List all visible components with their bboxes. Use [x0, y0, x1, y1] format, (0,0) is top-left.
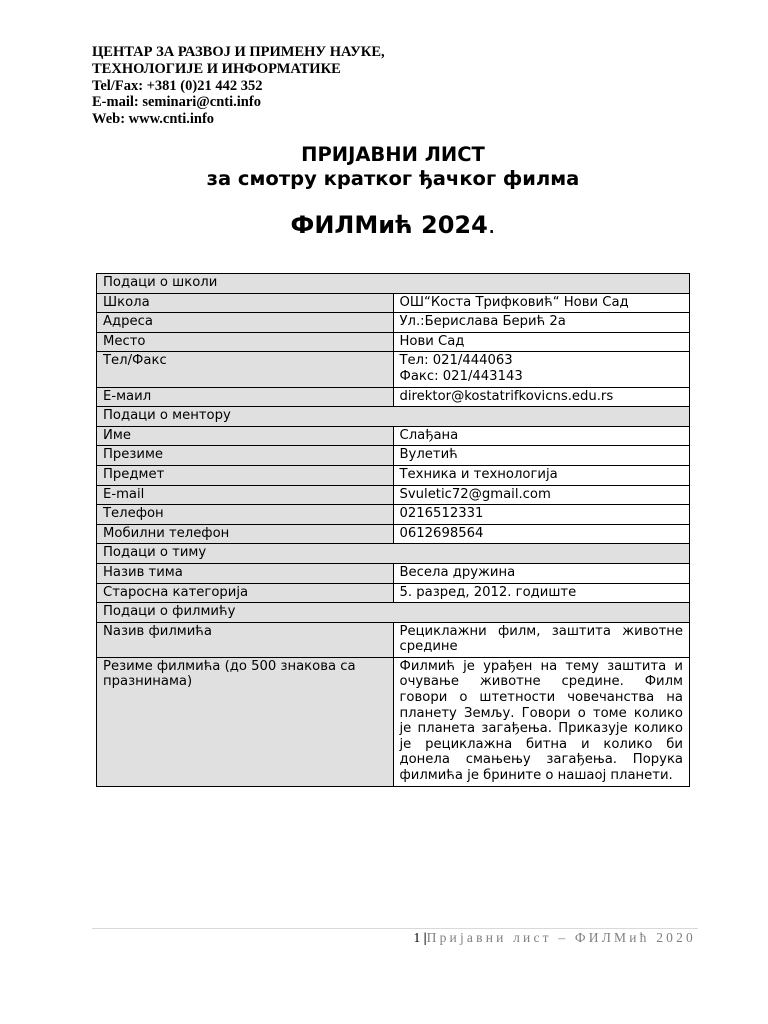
field-label: Место	[97, 332, 394, 352]
film-summary-value: Филмић је урађен на тему заштита и очување животне средине. Филм говори о штетности човечанства на планету Земљу. Говори о томе колико је планета загађења. Приказује колико је рециклажна битна и колико би донела смањењу загађења. Порука филмића је брините о нашаој планети.	[393, 657, 690, 786]
field-label: Назив тима	[97, 563, 394, 583]
page-footer	[414, 930, 696, 946]
team-category-value: 5. разред, 2012. годиште	[393, 583, 690, 603]
table-row	[97, 446, 690, 466]
field-label: Телефон	[97, 505, 394, 525]
institution-web: Web: www.cnti.info	[92, 111, 215, 128]
school-fax-value: Факс: 021/443143	[399, 368, 523, 384]
section-heading: Подаци о школи	[97, 274, 690, 294]
table-row	[97, 622, 690, 657]
section-heading: Подаци о тиму	[97, 544, 690, 564]
footer-divider	[92, 928, 698, 929]
document-subtitle: за смотру кратког ђачког филма	[206, 167, 580, 190]
school-email-value: direktor@kostatrifkovicns.edu.rs	[393, 387, 690, 407]
mentor-email-value: Svuletic72@gmail.com	[393, 485, 690, 505]
section-row-mentor	[97, 407, 690, 427]
document-title: ПРИЈАВНИ ЛИСТ	[301, 143, 485, 166]
field-label: Адреса	[97, 313, 394, 333]
field-label: E-mail	[97, 485, 394, 505]
section-row-school	[97, 274, 690, 294]
school-telfax-value	[393, 352, 690, 387]
table-row	[97, 563, 690, 583]
table-row	[97, 387, 690, 407]
table-row	[97, 524, 690, 544]
section-heading: Подаци о ментору	[97, 407, 690, 427]
table-row	[97, 352, 690, 387]
footer-text: Пријавни лист – ФИЛМић 2020	[426, 930, 696, 945]
footer-separator: |	[423, 930, 427, 945]
table-row	[97, 293, 690, 313]
table-row	[97, 332, 690, 352]
table-row	[97, 313, 690, 333]
table-row	[97, 465, 690, 485]
mentor-mobile-value: 0612698564	[393, 524, 690, 544]
mentor-last-name-value: Вулетић	[393, 446, 690, 466]
mentor-subject-value: Техника и технологија	[393, 465, 690, 485]
table-row	[97, 485, 690, 505]
table-row	[97, 505, 690, 525]
field-label: Резиме филмића (до 500 знакова са празнинама)	[97, 657, 394, 786]
school-tel-value: Тел: 021/444063	[399, 353, 513, 369]
institution-name-line2: ТЕХНОЛОГИЈЕ И ИНФОРМАТИКЕ	[92, 60, 341, 77]
field-label: Предмет	[97, 465, 394, 485]
mentor-phone-value: 0216512331	[393, 505, 690, 525]
institution-phone: Tel/Fax: +381 (0)21 442 352	[92, 77, 263, 94]
event-name: ФИЛМић 2024	[290, 211, 488, 239]
institution-name-line1: ЦЕНТАР ЗА РАЗВОЈ И ПРИМЕНУ НАУКЕ,	[92, 44, 385, 60]
institution-email: E-mail: seminari@cnti.info	[92, 94, 261, 111]
section-row-team	[97, 544, 690, 564]
field-label: Старосна категорија	[97, 583, 394, 603]
field-label: Мобилни телефон	[97, 524, 394, 544]
page-number: 1	[413, 930, 421, 945]
field-label: Е-маил	[97, 387, 394, 407]
section-heading: Подаци о филмићу	[97, 603, 690, 623]
institution-header	[92, 44, 385, 128]
table-row	[97, 583, 690, 603]
event-title-period: .	[487, 211, 496, 239]
event-title	[0, 211, 768, 239]
mentor-first-name-value: Слађана	[393, 426, 690, 446]
school-address-value: Ул.:Берислава Берић 2а	[393, 313, 690, 333]
application-form-table	[96, 273, 690, 787]
field-label: Nазив филмића	[97, 622, 394, 657]
field-label: Школа	[97, 293, 394, 313]
table-row	[97, 657, 690, 786]
film-title-value: Рециклажни филм, заштита животне средине	[393, 622, 690, 657]
field-label: Презиме	[97, 446, 394, 466]
field-label: Име	[97, 426, 394, 446]
school-place-value: Нови Сад	[393, 332, 690, 352]
section-row-film	[97, 603, 690, 623]
table-row	[97, 426, 690, 446]
document-titles	[0, 143, 768, 239]
field-label: Тел/Факс	[97, 352, 394, 387]
team-name-value: Весела дружина	[393, 563, 690, 583]
school-name-value: ОШ“Коста Трифковић“ Нови Сад	[393, 293, 690, 313]
